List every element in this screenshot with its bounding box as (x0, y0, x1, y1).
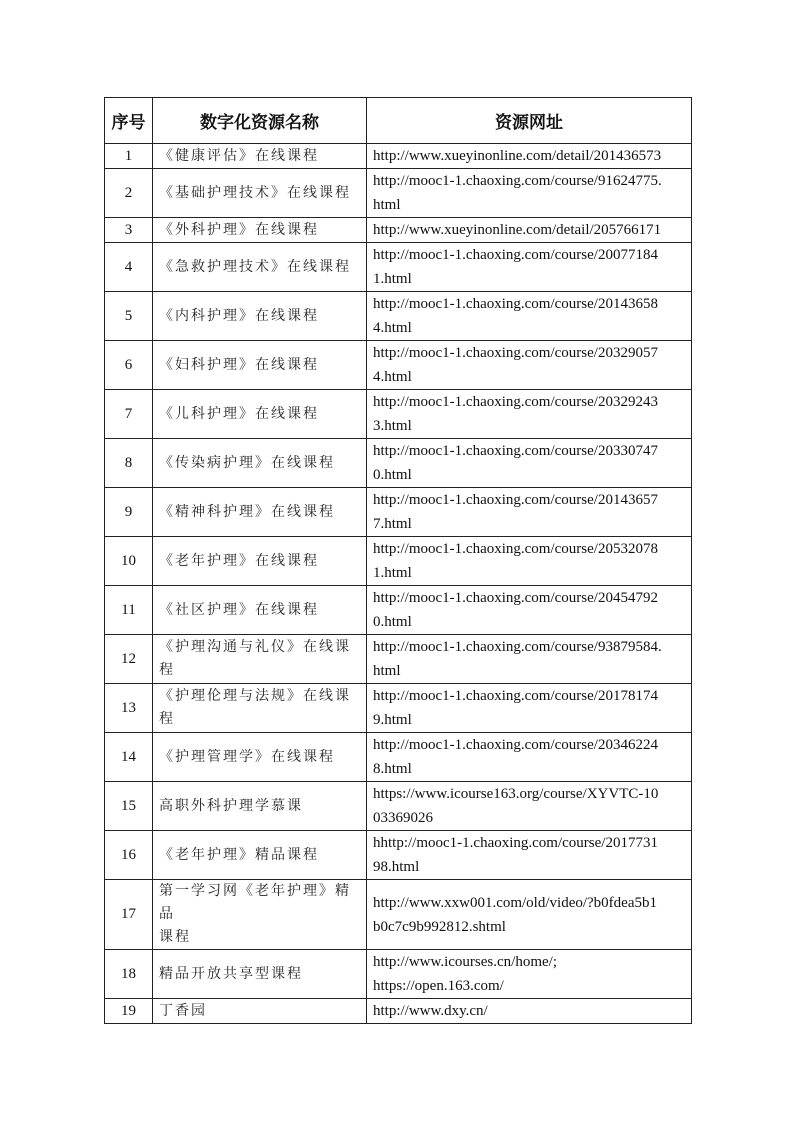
resource-url-line[interactable]: b0c7c9b992812.shtml (373, 918, 506, 935)
row-number: 2 (105, 169, 153, 218)
row-number: 9 (105, 488, 153, 537)
table-row (105, 831, 692, 880)
table-row (105, 292, 692, 341)
resource-name-line: 《急救护理技术》在线课程 (159, 258, 351, 275)
resource-url-line[interactable]: 1.html (373, 271, 412, 287)
resource-name (153, 341, 367, 390)
resource-url-line[interactable]: http://www.dxy.cn/ (373, 1003, 488, 1019)
resource-name (153, 243, 367, 292)
resource-name (153, 733, 367, 782)
table-row (105, 144, 692, 169)
resource-url[interactable] (367, 586, 692, 635)
resource-name (153, 537, 367, 586)
resource-url[interactable] (367, 782, 692, 831)
resource-name (153, 439, 367, 488)
resource-url-line[interactable]: http://www.xxw001.com/old/video/?b0fdea5b1 (373, 894, 657, 911)
table-row (105, 390, 692, 439)
resource-url[interactable] (367, 243, 692, 292)
resource-url-line[interactable]: http://mooc1-1.chaoxing.com/course/93879584. (373, 639, 662, 655)
resource-url-line[interactable]: http://mooc1-1.chaoxing.com/course/20454792 (373, 590, 658, 606)
resource-url-line[interactable]: http://www.xueyinonline.com/detail/201436573 (373, 148, 662, 164)
resource-name (153, 390, 367, 439)
resource-name (153, 586, 367, 635)
resource-url-line[interactable]: html (373, 197, 401, 213)
resource-url-line[interactable]: 98.html (373, 859, 420, 875)
row-number: 15 (105, 782, 153, 831)
resource-name-line: 《老年护理》在线课程 (159, 552, 319, 569)
resource-name-line: 《护理沟通与礼仪》在线课程 (159, 639, 351, 678)
resource-url-line[interactable]: http://mooc1-1.chaoxing.com/course/20077184 (373, 247, 658, 263)
row-number: 16 (105, 831, 153, 880)
resource-name-line: 第一学习网《老年护理》精品 (159, 883, 351, 922)
resource-name-line: 《护理伦理与法规》在线课程 (159, 688, 351, 727)
resource-url-line[interactable]: http://www.icourses.cn/home/; (373, 954, 557, 970)
resource-url[interactable] (367, 218, 692, 243)
resource-name-line: 《社区护理》在线课程 (159, 601, 319, 618)
resource-url[interactable] (367, 390, 692, 439)
table-row (105, 341, 692, 390)
row-number: 4 (105, 243, 153, 292)
row-number: 18 (105, 950, 153, 999)
resource-url-line[interactable]: http://mooc1-1.chaoxing.com/course/20532078 (373, 541, 658, 557)
table-row (105, 635, 692, 684)
resource-name-line: 丁香园 (159, 1002, 207, 1019)
table-row (105, 999, 692, 1024)
resource-name-line: 《儿科护理》在线课程 (159, 405, 319, 422)
resource-name-line: 《护理管理学》在线课程 (159, 748, 335, 765)
row-number: 10 (105, 537, 153, 586)
resource-name (153, 782, 367, 831)
row-number: 3 (105, 218, 153, 243)
table-body (105, 144, 692, 1024)
resource-name (153, 144, 367, 169)
table-row (105, 439, 692, 488)
header-resource-url: 资源网址 (367, 98, 692, 144)
resource-url-line[interactable]: http://mooc1-1.chaoxing.com/course/20346224 (373, 737, 658, 753)
table-row (105, 880, 692, 950)
resource-name (153, 218, 367, 243)
table-row (105, 684, 692, 733)
resource-url[interactable] (367, 144, 692, 169)
header-row (105, 98, 692, 144)
resource-name-line: 高职外科护理学慕课 (159, 797, 303, 814)
resource-name-line: 《老年护理》精品课程 (159, 846, 319, 863)
resource-name (153, 999, 367, 1024)
resource-name-line: 课程 (159, 929, 191, 945)
resource-url[interactable] (367, 292, 692, 341)
resource-url-line[interactable]: http://mooc1-1.chaoxing.com/course/20143658 (373, 296, 658, 312)
resource-url-line[interactable]: http://mooc1-1.chaoxing.com/course/20143657 (373, 492, 658, 508)
resource-url-line[interactable]: 4.html (373, 320, 412, 336)
resource-name-line: 《外科护理》在线课程 (159, 221, 319, 238)
table-row (105, 586, 692, 635)
table-row (105, 488, 692, 537)
resource-name-line: 《传染病护理》在线课程 (159, 454, 335, 471)
resource-name (153, 292, 367, 341)
resource-url[interactable] (367, 880, 692, 950)
resource-name (153, 488, 367, 537)
resource-url[interactable] (367, 999, 692, 1024)
table-row (105, 733, 692, 782)
table-row (105, 243, 692, 292)
row-number: 12 (105, 635, 153, 684)
resource-name (153, 950, 367, 999)
resource-url-line[interactable]: 9.html (373, 712, 412, 728)
row-number: 8 (105, 439, 153, 488)
row-number: 17 (105, 880, 153, 950)
table-row (105, 782, 692, 831)
table-row (105, 537, 692, 586)
resource-url[interactable] (367, 635, 692, 684)
row-number: 1 (105, 144, 153, 169)
resource-name (153, 684, 367, 733)
resource-url[interactable] (367, 831, 692, 880)
resource-name-line: 《精神科护理》在线课程 (159, 503, 335, 520)
resource-url[interactable] (367, 488, 692, 537)
row-number: 14 (105, 733, 153, 782)
resource-url-line[interactable]: 3.html (373, 418, 412, 434)
resource-url-line[interactable]: http://mooc1-1.chaoxing.com/course/20178174 (373, 688, 658, 704)
resource-name-line: 《基础护理技术》在线课程 (159, 184, 351, 201)
resource-url-line[interactable]: html (373, 663, 401, 679)
header-number: 序号 (105, 98, 153, 144)
row-number: 13 (105, 684, 153, 733)
resource-url[interactable] (367, 537, 692, 586)
resource-table (104, 97, 692, 1024)
resource-url-line[interactable]: 1.html (373, 565, 412, 581)
resource-url-line[interactable]: 03369026 (373, 810, 433, 826)
row-number: 5 (105, 292, 153, 341)
table-row (105, 218, 692, 243)
resource-name (153, 831, 367, 880)
resource-url-line[interactable]: http://mooc1-1.chaoxing.com/course/20329057 (373, 345, 658, 361)
resource-url-line[interactable]: http://mooc1-1.chaoxing.com/course/91624775. (373, 173, 662, 189)
resource-url[interactable] (367, 950, 692, 999)
resource-url[interactable] (367, 439, 692, 488)
resource-url-line[interactable]: https://www.icourse163.org/course/XYVTC-10 (373, 786, 659, 802)
resource-url-line[interactable]: http://mooc1-1.chaoxing.com/course/20329243 (373, 394, 658, 410)
resource-url-line[interactable]: 7.html (373, 516, 412, 532)
row-number: 19 (105, 999, 153, 1024)
resource-url[interactable] (367, 169, 692, 218)
row-number: 7 (105, 390, 153, 439)
resource-name-line: 精品开放共享型课程 (159, 965, 303, 982)
resource-url-line[interactable]: https://open.163.com/ (373, 978, 504, 994)
table-row (105, 950, 692, 999)
resource-url-line[interactable]: 0.html (373, 467, 412, 483)
header-resource-name: 数字化资源名称 (153, 98, 367, 144)
resource-name (153, 635, 367, 684)
resource-name (153, 880, 367, 950)
table-row (105, 169, 692, 218)
resource-url-line[interactable]: http://www.xueyinonline.com/detail/205766171 (373, 222, 662, 238)
resource-url[interactable] (367, 684, 692, 733)
resource-url-line[interactable]: 8.html (373, 761, 412, 777)
resource-url-line[interactable]: hhttp://mooc1-1.chaoxing.com/course/2017731 (373, 835, 658, 851)
resource-name (153, 169, 367, 218)
resource-name-line: 《健康评估》在线课程 (159, 147, 319, 164)
resource-name-line: 《内科护理》在线课程 (159, 307, 319, 324)
resource-url[interactable] (367, 733, 692, 782)
resource-url-line[interactable]: 4.html (373, 369, 412, 385)
resource-url[interactable] (367, 341, 692, 390)
resource-name-line: 《妇科护理》在线课程 (159, 356, 319, 373)
row-number: 6 (105, 341, 153, 390)
row-number: 11 (105, 586, 153, 635)
resource-url-line[interactable]: http://mooc1-1.chaoxing.com/course/20330747 (373, 443, 658, 459)
resource-url-line[interactable]: 0.html (373, 614, 412, 630)
